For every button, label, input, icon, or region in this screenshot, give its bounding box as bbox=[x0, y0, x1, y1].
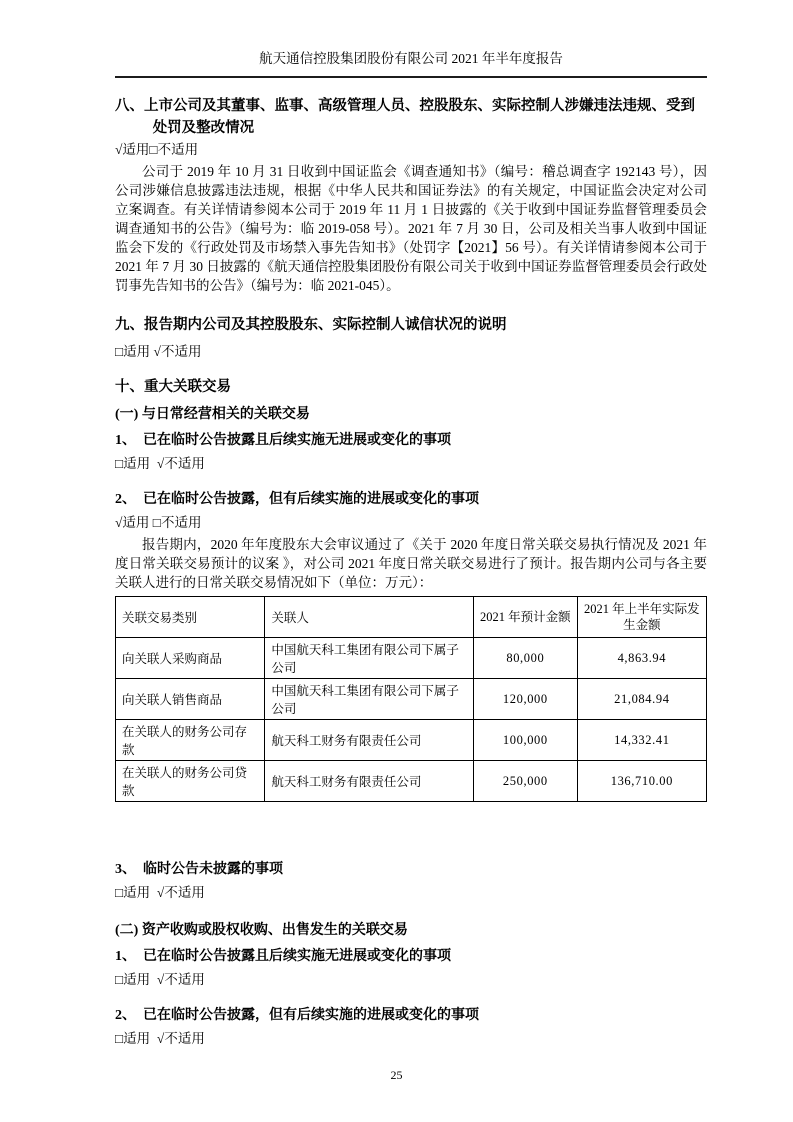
section-10-2-item-2-applicability: □适用 √不适用 bbox=[115, 1031, 205, 1046]
section-10-1-item-1-heading: 1、 已在临时公告披露且后续实施无进展或变化的事项 bbox=[115, 433, 451, 448]
table-row bbox=[116, 638, 707, 679]
section-10-1-item-2-paragraph: 报告期内，2020 年年度股东大会审议通过了《关于 2020 年度日常关联交易执行情况及 2021 年度日常关联交易预计的议案 》，对公司 2021 年度日常关联交易进行了预计。报告期内公司与各主要关联人进行的日常关联交易情况如下（单位：万元）： bbox=[115, 537, 707, 590]
section-10-1-item-3-applicability: □适用 √不适用 bbox=[115, 885, 205, 900]
report-header-title: 航天通信控股集团股份有限公司 2021 年半年度报告 bbox=[259, 51, 563, 66]
table-cell-estimated: 250,000 bbox=[473, 761, 577, 802]
section-9-applicability: □适用 √不适用 bbox=[115, 344, 202, 359]
table-cell-estimated: 80,000 bbox=[473, 638, 577, 679]
table-cell-estimated: 100,000 bbox=[473, 720, 577, 761]
table-header-actual-amount: 2021 年上半年实际发生金额 bbox=[577, 597, 706, 638]
section-10-1-item-1-applicability: □适用 √不适用 bbox=[115, 456, 205, 471]
table-row bbox=[116, 679, 707, 720]
table-cell-actual: 4,863.94 bbox=[577, 638, 706, 679]
table-cell-type: 向关联人销售商品 bbox=[116, 679, 265, 720]
report-header bbox=[115, 50, 707, 78]
table-header-related-party: 关联人 bbox=[265, 597, 474, 638]
table-row bbox=[116, 720, 707, 761]
section-10-2-item-1-heading: 1、 已在临时公告披露且后续实施无进展或变化的事项 bbox=[115, 949, 451, 964]
section-9-heading: 九、报告期内公司及其控股股东、实际控制人诚信状况的说明 bbox=[115, 317, 507, 333]
table-row bbox=[116, 761, 707, 802]
table-cell-actual: 21,084.94 bbox=[577, 679, 706, 720]
table-cell-estimated: 120,000 bbox=[473, 679, 577, 720]
section-10-1-heading: (一) 与日常经营相关的关联交易 bbox=[115, 407, 310, 422]
table-header-transaction-type: 关联交易类别 bbox=[116, 597, 265, 638]
section-10-1-item-2-applicability: √适用 □不适用 bbox=[115, 515, 202, 530]
section-10-1-item-2-heading: 2、 已在临时公告披露，但有后续实施的进展或变化的事项 bbox=[115, 492, 479, 507]
section-10-1-item-3-heading: 3、 临时公告未披露的事项 bbox=[115, 862, 283, 877]
table-cell-type: 在关联人的财务公司贷款 bbox=[116, 761, 265, 802]
table-cell-type: 向关联人采购商品 bbox=[116, 638, 265, 679]
table-cell-party: 航天科工财务有限责任公司 bbox=[265, 720, 474, 761]
table-cell-party: 航天科工财务有限责任公司 bbox=[265, 761, 474, 802]
table-cell-party: 中国航天科工集团有限公司下属子公司 bbox=[265, 679, 474, 720]
page-number: 25 bbox=[390, 1068, 403, 1082]
section-8-applicability: √适用□不适用 bbox=[115, 142, 199, 157]
section-10-2-heading: (二) 资产收购或股权收购、出售发生的关联交易 bbox=[115, 923, 408, 938]
section-8-paragraph: 公司于 2019 年 10 月 31 日收到中国证监会《调查通知书》（编号：稽总调查字 192143 号），因公司涉嫌信息披露违法违规，根据《中华人民共和国证券法》的有关规定，中国证监会决定对公司立案调查。有关详情请参阅本公司于 2019 年 11 月 1 日披露的《关于收到中国证券监督管理委员会调查通知书的公告》（编号为：临 2019-058 号）。2021 年 7 月 30 日，公司及相关当事人收到中国证监会下发的《行政处罚及市场禁入事先告知书》（处罚字【2021】56 号）。有关详情请参阅本公司于 2021 年 7 月 30 日披露的《航天通信控股集团股份有限公司关于收到中国证券监督管理委员会行政处罚事先告知书的公告》（编号为：临 2021-045）。 bbox=[115, 164, 707, 293]
section-8-heading: 八、上市公司及其董事、监事、高级管理人员、控股股东、实际控制人涉嫌违法违规、受到处罚及整改情况 bbox=[115, 98, 695, 136]
table-cell-actual: 14,332.41 bbox=[577, 720, 706, 761]
table-header-row bbox=[116, 597, 707, 638]
page-content bbox=[115, 95, 707, 1048]
table-header-estimated-amount: 2021 年预计金额 bbox=[473, 597, 577, 638]
section-10-heading: 十、重大关联交易 bbox=[115, 379, 231, 395]
table-cell-type: 在关联人的财务公司存款 bbox=[116, 720, 265, 761]
related-transactions-table bbox=[115, 596, 707, 802]
table-cell-party: 中国航天科工集团有限公司下属子公司 bbox=[265, 638, 474, 679]
section-10-2-item-1-applicability: □适用 √不适用 bbox=[115, 972, 205, 987]
section-10-2-item-2-heading: 2、 已在临时公告披露，但有后续实施的进展或变化的事项 bbox=[115, 1008, 479, 1023]
table-cell-actual: 136,710.00 bbox=[577, 761, 706, 802]
